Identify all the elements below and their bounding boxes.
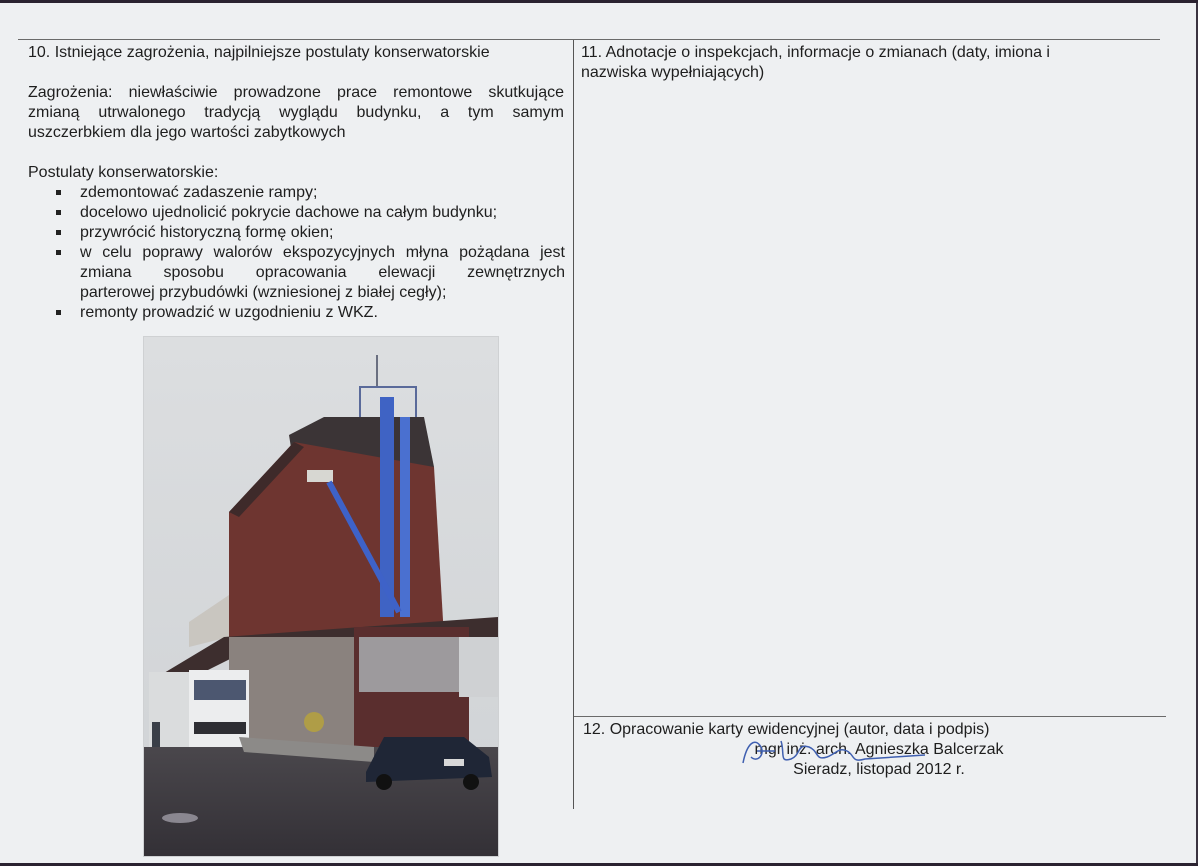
building-photo bbox=[143, 336, 499, 857]
top-rule bbox=[18, 39, 1160, 40]
column-divider bbox=[573, 40, 574, 809]
postulate-item: w celu poprawy walorów ekspozycyjnych młyna pożądana jest zmiana sposobu opracowania elewacji zewnętrznych parterowej przybudówki (wzniesionej z białej cegły); bbox=[55, 243, 565, 303]
document-page bbox=[0, 3, 1198, 863]
threats-line-3: uszczerbkiem dla jego wartości zabytkowych bbox=[28, 124, 346, 141]
postulate-item: docelowo ujednolicić pokrycie dachowe na całym budynku; bbox=[55, 203, 565, 223]
postulate-item: remonty prowadzić w uzgodnieniu z WKZ. bbox=[55, 303, 565, 323]
section10-heading: 10. Istniejące zagrożenia, najpilniejsze postulaty konserwatorskie bbox=[28, 44, 490, 61]
postulate-item: przywrócić historyczną formę okien; bbox=[55, 223, 565, 243]
postulates-heading: Postulaty konserwatorskie: bbox=[28, 164, 219, 181]
threats-line-1: Zagrożenia: niewłaściwie prowadzone prace remontowe skutkujące bbox=[28, 84, 564, 101]
threats-line-2: zmianą utrwalonego tradycją wyglądu budynku, a tym samym bbox=[28, 104, 564, 121]
section12-rule bbox=[574, 716, 1166, 717]
section12-heading: 12. Opracowanie karty ewidencyjnej (autor, data i podpis) bbox=[583, 721, 990, 738]
section11-heading-line1: 11. Adnotacje o inspekcjach, informacje o zmianach (daty, imiona i bbox=[581, 44, 1050, 61]
postulate-item: zdemontować zadaszenie rampy; bbox=[55, 183, 565, 203]
threats-paragraph bbox=[28, 83, 564, 143]
author-name: mgr inż. arch. Agnieszka Balcerzak bbox=[754, 741, 1004, 758]
section11-heading-line2: nazwiska wypełniających) bbox=[581, 64, 765, 81]
place-date: Sieradz, listopad 2012 r. bbox=[793, 761, 965, 778]
signature-icon bbox=[735, 733, 935, 771]
postulates-list bbox=[55, 183, 565, 323]
